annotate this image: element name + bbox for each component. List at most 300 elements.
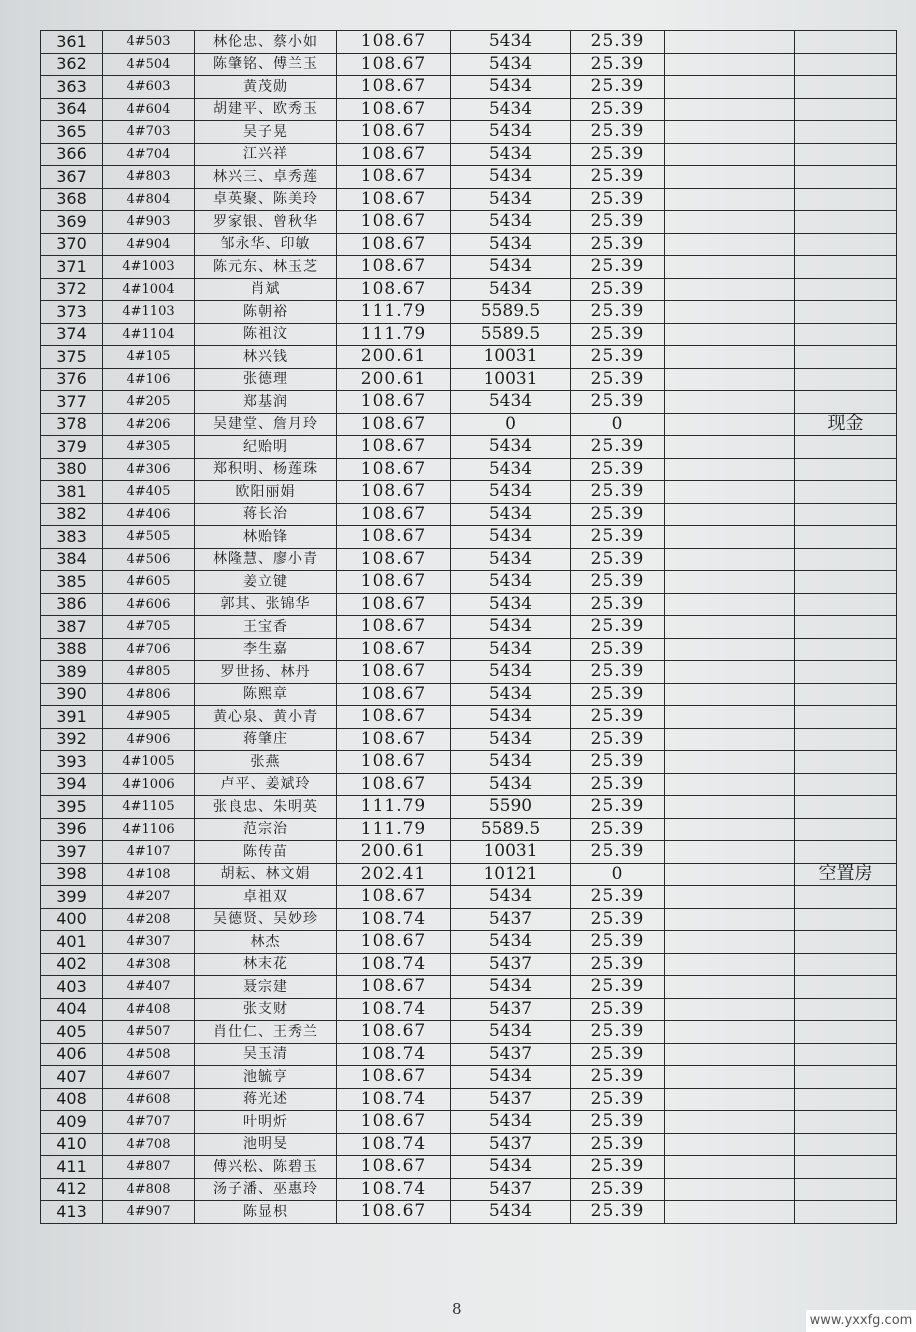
rate-cell: 25.39 xyxy=(571,323,665,346)
unit-number-cell: 4#206 xyxy=(103,413,195,436)
unit-number-cell: 4#807 xyxy=(103,1156,195,1179)
owner-name-cell: 林隆慧、廖小青 xyxy=(195,548,337,571)
remark-cell xyxy=(795,1021,897,1044)
blank-cell xyxy=(665,571,795,594)
remark-cell xyxy=(795,1178,897,1201)
area-cell: 108.67 xyxy=(337,256,451,279)
blank-cell xyxy=(665,886,795,909)
amount-cell: 10121 xyxy=(451,863,571,886)
blank-cell xyxy=(665,98,795,121)
remark-cell xyxy=(795,1156,897,1179)
unit-number-cell: 4#305 xyxy=(103,436,195,459)
owner-name-cell: 陈显枳 xyxy=(195,1201,337,1224)
row-number-cell: 413 xyxy=(41,1201,103,1224)
amount-cell: 5437 xyxy=(451,908,571,931)
unit-number-cell: 4#1103 xyxy=(103,301,195,324)
unit-number-cell: 4#603 xyxy=(103,76,195,99)
blank-cell xyxy=(665,796,795,819)
amount-cell: 5434 xyxy=(451,661,571,684)
table-row xyxy=(41,998,897,1021)
amount-cell: 5434 xyxy=(451,571,571,594)
blank-cell xyxy=(665,931,795,954)
unit-number-cell: 4#605 xyxy=(103,571,195,594)
rate-cell: 25.39 xyxy=(571,1201,665,1224)
remark-cell xyxy=(795,481,897,504)
table-row xyxy=(41,683,897,706)
remark-cell xyxy=(795,301,897,324)
blank-cell xyxy=(665,616,795,639)
area-cell: 108.67 xyxy=(337,638,451,661)
amount-cell: 5434 xyxy=(451,593,571,616)
row-number-cell: 382 xyxy=(41,503,103,526)
unit-number-cell: 4#205 xyxy=(103,391,195,414)
remark-cell xyxy=(795,976,897,999)
unit-number-cell: 4#904 xyxy=(103,233,195,256)
remark-cell xyxy=(795,211,897,234)
table-row xyxy=(41,976,897,999)
remark-cell xyxy=(795,1201,897,1224)
rate-cell: 25.39 xyxy=(571,728,665,751)
table-row xyxy=(41,256,897,279)
area-cell: 108.67 xyxy=(337,278,451,301)
amount-cell: 5434 xyxy=(451,76,571,99)
blank-cell xyxy=(665,863,795,886)
table-row xyxy=(41,1066,897,1089)
table-row xyxy=(41,166,897,189)
blank-cell xyxy=(665,1201,795,1224)
unit-number-cell: 4#407 xyxy=(103,976,195,999)
table-row xyxy=(41,458,897,481)
owner-name-cell: 纪贻明 xyxy=(195,436,337,459)
rate-cell: 25.39 xyxy=(571,683,665,706)
rate-cell: 25.39 xyxy=(571,1021,665,1044)
rate-cell: 25.39 xyxy=(571,886,665,909)
remark-cell xyxy=(795,1043,897,1066)
owner-name-cell: 蒋长治 xyxy=(195,503,337,526)
unit-number-cell: 4#1003 xyxy=(103,256,195,279)
blank-cell xyxy=(665,368,795,391)
owner-name-cell: 林贻锋 xyxy=(195,526,337,549)
amount-cell: 5434 xyxy=(451,683,571,706)
area-cell: 108.67 xyxy=(337,548,451,571)
blank-cell xyxy=(665,256,795,279)
blank-cell xyxy=(665,53,795,76)
area-cell: 108.67 xyxy=(337,773,451,796)
area-cell: 108.67 xyxy=(337,166,451,189)
area-cell: 108.67 xyxy=(337,1156,451,1179)
rate-cell: 25.39 xyxy=(571,233,665,256)
table-row xyxy=(41,481,897,504)
table-row xyxy=(41,121,897,144)
owner-name-cell: 蒋光述 xyxy=(195,1088,337,1111)
area-cell: 108.67 xyxy=(337,683,451,706)
owner-name-cell: 傅兴松、陈碧玉 xyxy=(195,1156,337,1179)
amount-cell: 0 xyxy=(451,413,571,436)
row-number-cell: 411 xyxy=(41,1156,103,1179)
area-cell: 108.67 xyxy=(337,976,451,999)
area-cell: 108.67 xyxy=(337,98,451,121)
table-row xyxy=(41,571,897,594)
amount-cell: 5434 xyxy=(451,53,571,76)
row-number-cell: 401 xyxy=(41,931,103,954)
remark-cell xyxy=(795,1088,897,1111)
owner-name-cell: 李生嘉 xyxy=(195,638,337,661)
unit-number-cell: 4#903 xyxy=(103,211,195,234)
rate-cell: 0 xyxy=(571,863,665,886)
blank-cell xyxy=(665,998,795,1021)
rate-cell: 25.39 xyxy=(571,1088,665,1111)
table-row xyxy=(41,53,897,76)
unit-number-cell: 4#207 xyxy=(103,886,195,909)
row-number-cell: 364 xyxy=(41,98,103,121)
ledger-body xyxy=(41,31,897,1224)
unit-number-cell: 4#504 xyxy=(103,53,195,76)
row-number-cell: 405 xyxy=(41,1021,103,1044)
row-number-cell: 378 xyxy=(41,413,103,436)
amount-cell: 5437 xyxy=(451,953,571,976)
owner-name-cell: 林兴三、卓秀莲 xyxy=(195,166,337,189)
table-row xyxy=(41,728,897,751)
remark-cell xyxy=(795,1133,897,1156)
remark-cell xyxy=(795,773,897,796)
row-number-cell: 380 xyxy=(41,458,103,481)
owner-name-cell: 姜立键 xyxy=(195,571,337,594)
table-row xyxy=(41,548,897,571)
unit-number-cell: 4#406 xyxy=(103,503,195,526)
table-row xyxy=(41,863,897,886)
area-cell: 108.67 xyxy=(337,188,451,211)
blank-cell xyxy=(665,211,795,234)
unit-number-cell: 4#108 xyxy=(103,863,195,886)
row-number-cell: 375 xyxy=(41,346,103,369)
blank-cell xyxy=(665,391,795,414)
area-cell: 111.79 xyxy=(337,323,451,346)
amount-cell: 5434 xyxy=(451,1201,571,1224)
remark-cell xyxy=(795,458,897,481)
blank-cell xyxy=(665,413,795,436)
unit-number-cell: 4#1105 xyxy=(103,796,195,819)
owner-name-cell: 黄心泉、黄小青 xyxy=(195,706,337,729)
unit-number-cell: 4#105 xyxy=(103,346,195,369)
table-row xyxy=(41,391,897,414)
area-cell: 108.67 xyxy=(337,661,451,684)
blank-cell xyxy=(665,1133,795,1156)
owner-name-cell: 吴建堂、詹月玲 xyxy=(195,413,337,436)
owner-name-cell: 卓英聚、陈美玲 xyxy=(195,188,337,211)
row-number-cell: 372 xyxy=(41,278,103,301)
area-cell: 108.67 xyxy=(337,413,451,436)
owner-name-cell: 林兴钱 xyxy=(195,346,337,369)
owner-name-cell: 池毓亨 xyxy=(195,1066,337,1089)
area-cell: 108.74 xyxy=(337,1178,451,1201)
unit-number-cell: 4#806 xyxy=(103,683,195,706)
rate-cell: 25.39 xyxy=(571,436,665,459)
amount-cell: 5434 xyxy=(451,548,571,571)
row-number-cell: 409 xyxy=(41,1111,103,1134)
remark-cell xyxy=(795,593,897,616)
remark-cell xyxy=(795,1066,897,1089)
owner-name-cell: 邹永华、印敏 xyxy=(195,233,337,256)
remark-cell xyxy=(795,53,897,76)
rate-cell: 25.39 xyxy=(571,256,665,279)
table-row xyxy=(41,818,897,841)
amount-cell: 5434 xyxy=(451,706,571,729)
table-row xyxy=(41,1178,897,1201)
remark-cell xyxy=(795,728,897,751)
unit-number-cell: 4#1104 xyxy=(103,323,195,346)
amount-cell: 5434 xyxy=(451,976,571,999)
amount-cell: 5434 xyxy=(451,166,571,189)
area-cell: 202.41 xyxy=(337,863,451,886)
owner-name-cell: 汤子潘、巫惠玲 xyxy=(195,1178,337,1201)
area-cell: 108.67 xyxy=(337,436,451,459)
remark-cell xyxy=(795,31,897,54)
amount-cell: 5434 xyxy=(451,638,571,661)
table-row xyxy=(41,1111,897,1134)
rate-cell: 25.39 xyxy=(571,53,665,76)
amount-cell: 5434 xyxy=(451,728,571,751)
rate-cell: 25.39 xyxy=(571,458,665,481)
blank-cell xyxy=(665,278,795,301)
rate-cell: 25.39 xyxy=(571,616,665,639)
blank-cell xyxy=(665,976,795,999)
area-cell: 108.74 xyxy=(337,998,451,1021)
area-cell: 108.67 xyxy=(337,593,451,616)
owner-name-cell: 吴玉清 xyxy=(195,1043,337,1066)
owner-name-cell: 卢平、姜斌玲 xyxy=(195,773,337,796)
owner-name-cell: 陈祖汶 xyxy=(195,323,337,346)
row-number-cell: 407 xyxy=(41,1066,103,1089)
area-cell: 108.74 xyxy=(337,1088,451,1111)
owner-name-cell: 卓祖双 xyxy=(195,886,337,909)
unit-number-cell: 4#408 xyxy=(103,998,195,1021)
owner-name-cell: 陈传苗 xyxy=(195,841,337,864)
amount-cell: 10031 xyxy=(451,368,571,391)
owner-name-cell: 聂宗建 xyxy=(195,976,337,999)
blank-cell xyxy=(665,526,795,549)
ledger-table xyxy=(40,30,897,1224)
table-row xyxy=(41,931,897,954)
remark-cell: 空置房 xyxy=(795,863,897,886)
area-cell: 108.67 xyxy=(337,1021,451,1044)
area-cell: 108.67 xyxy=(337,503,451,526)
blank-cell xyxy=(665,436,795,459)
amount-cell: 5434 xyxy=(451,458,571,481)
rate-cell: 25.39 xyxy=(571,841,665,864)
remark-cell xyxy=(795,278,897,301)
table-row xyxy=(41,1043,897,1066)
page-number: 8 xyxy=(452,1300,462,1318)
row-number-cell: 381 xyxy=(41,481,103,504)
table-row xyxy=(41,773,897,796)
table-row xyxy=(41,1088,897,1111)
rate-cell: 25.39 xyxy=(571,706,665,729)
blank-cell xyxy=(665,346,795,369)
amount-cell: 5434 xyxy=(451,188,571,211)
row-number-cell: 384 xyxy=(41,548,103,571)
table-row xyxy=(41,593,897,616)
remark-cell xyxy=(795,1111,897,1134)
rate-cell: 25.39 xyxy=(571,638,665,661)
table-row xyxy=(41,638,897,661)
table-row xyxy=(41,1156,897,1179)
table-row xyxy=(41,503,897,526)
row-number-cell: 363 xyxy=(41,76,103,99)
area-cell: 108.67 xyxy=(337,706,451,729)
area-cell: 108.67 xyxy=(337,481,451,504)
rate-cell: 25.39 xyxy=(571,998,665,1021)
row-number-cell: 400 xyxy=(41,908,103,931)
table-row xyxy=(41,413,897,436)
blank-cell xyxy=(665,1021,795,1044)
row-number-cell: 399 xyxy=(41,886,103,909)
owner-name-cell: 林末花 xyxy=(195,953,337,976)
owner-name-cell: 陈熙章 xyxy=(195,683,337,706)
table-row xyxy=(41,953,897,976)
rate-cell: 25.39 xyxy=(571,1156,665,1179)
unit-number-cell: 4#606 xyxy=(103,593,195,616)
owner-name-cell: 郑基润 xyxy=(195,391,337,414)
unit-number-cell: 4#505 xyxy=(103,526,195,549)
amount-cell: 5434 xyxy=(451,98,571,121)
unit-number-cell: 4#107 xyxy=(103,841,195,864)
table-row xyxy=(41,1021,897,1044)
unit-number-cell: 4#703 xyxy=(103,121,195,144)
blank-cell xyxy=(665,1111,795,1134)
unit-number-cell: 4#1006 xyxy=(103,773,195,796)
amount-cell: 5434 xyxy=(451,481,571,504)
rate-cell: 25.39 xyxy=(571,751,665,774)
amount-cell: 5437 xyxy=(451,1088,571,1111)
unit-number-cell: 4#306 xyxy=(103,458,195,481)
row-number-cell: 406 xyxy=(41,1043,103,1066)
owner-name-cell: 王宝香 xyxy=(195,616,337,639)
row-number-cell: 410 xyxy=(41,1133,103,1156)
rate-cell: 25.39 xyxy=(571,166,665,189)
area-cell: 108.67 xyxy=(337,391,451,414)
unit-number-cell: 4#307 xyxy=(103,931,195,954)
remark-cell xyxy=(795,908,897,931)
owner-name-cell: 郭其、张锦华 xyxy=(195,593,337,616)
owner-name-cell: 陈朝裕 xyxy=(195,301,337,324)
area-cell: 200.61 xyxy=(337,841,451,864)
amount-cell: 5434 xyxy=(451,503,571,526)
rate-cell: 25.39 xyxy=(571,526,665,549)
owner-name-cell: 陈肇铭、傅兰玉 xyxy=(195,53,337,76)
rate-cell: 25.39 xyxy=(571,1133,665,1156)
remark-cell xyxy=(795,346,897,369)
area-cell: 200.61 xyxy=(337,368,451,391)
unit-number-cell: 4#706 xyxy=(103,638,195,661)
amount-cell: 5437 xyxy=(451,1133,571,1156)
amount-cell: 5589.5 xyxy=(451,818,571,841)
rate-cell: 25.39 xyxy=(571,976,665,999)
remark-cell xyxy=(795,571,897,594)
row-number-cell: 394 xyxy=(41,773,103,796)
blank-cell xyxy=(665,908,795,931)
area-cell: 108.67 xyxy=(337,143,451,166)
row-number-cell: 374 xyxy=(41,323,103,346)
rate-cell: 25.39 xyxy=(571,391,665,414)
unit-number-cell: 4#508 xyxy=(103,1043,195,1066)
amount-cell: 5589.5 xyxy=(451,301,571,324)
amount-cell: 5434 xyxy=(451,211,571,234)
remark-cell xyxy=(795,256,897,279)
amount-cell: 5434 xyxy=(451,143,571,166)
owner-name-cell: 吴德贤、吴妙珍 xyxy=(195,908,337,931)
amount-cell: 5437 xyxy=(451,1043,571,1066)
area-cell: 108.67 xyxy=(337,76,451,99)
row-number-cell: 398 xyxy=(41,863,103,886)
rate-cell: 25.39 xyxy=(571,773,665,796)
rate-cell: 25.39 xyxy=(571,548,665,571)
area-cell: 108.67 xyxy=(337,53,451,76)
row-number-cell: 388 xyxy=(41,638,103,661)
owner-name-cell: 郑积明、杨莲珠 xyxy=(195,458,337,481)
remark-cell xyxy=(795,683,897,706)
rate-cell: 25.39 xyxy=(571,1111,665,1134)
rate-cell: 25.39 xyxy=(571,503,665,526)
table-row xyxy=(41,211,897,234)
owner-name-cell: 张德理 xyxy=(195,368,337,391)
remark-cell xyxy=(795,233,897,256)
unit-number-cell: 4#906 xyxy=(103,728,195,751)
remark-cell xyxy=(795,548,897,571)
remark-cell xyxy=(795,121,897,144)
remark-cell: 现金 xyxy=(795,413,897,436)
amount-cell: 5434 xyxy=(451,1156,571,1179)
owner-name-cell: 张支财 xyxy=(195,998,337,1021)
row-number-cell: 402 xyxy=(41,953,103,976)
row-number-cell: 391 xyxy=(41,706,103,729)
rate-cell: 25.39 xyxy=(571,1066,665,1089)
remark-cell xyxy=(795,998,897,1021)
area-cell: 111.79 xyxy=(337,818,451,841)
table-row xyxy=(41,278,897,301)
owner-name-cell: 范宗治 xyxy=(195,818,337,841)
rate-cell: 0 xyxy=(571,413,665,436)
remark-cell xyxy=(795,526,897,549)
amount-cell: 5434 xyxy=(451,436,571,459)
owner-name-cell: 林杰 xyxy=(195,931,337,954)
rate-cell: 25.39 xyxy=(571,346,665,369)
row-number-cell: 369 xyxy=(41,211,103,234)
unit-number-cell: 4#808 xyxy=(103,1178,195,1201)
remark-cell xyxy=(795,188,897,211)
owner-name-cell: 张燕 xyxy=(195,751,337,774)
remark-cell xyxy=(795,818,897,841)
watermark: www.yxxfg.com xyxy=(806,1310,916,1332)
amount-cell: 5437 xyxy=(451,1178,571,1201)
unit-number-cell: 4#907 xyxy=(103,1201,195,1224)
area-cell: 108.67 xyxy=(337,31,451,54)
row-number-cell: 393 xyxy=(41,751,103,774)
unit-number-cell: 4#905 xyxy=(103,706,195,729)
remark-cell xyxy=(795,751,897,774)
area-cell: 108.67 xyxy=(337,728,451,751)
rate-cell: 25.39 xyxy=(571,818,665,841)
unit-number-cell: 4#507 xyxy=(103,1021,195,1044)
blank-cell xyxy=(665,773,795,796)
owner-name-cell: 叶明炘 xyxy=(195,1111,337,1134)
rate-cell: 25.39 xyxy=(571,908,665,931)
blank-cell xyxy=(665,76,795,99)
row-number-cell: 383 xyxy=(41,526,103,549)
amount-cell: 5434 xyxy=(451,886,571,909)
table-row xyxy=(41,346,897,369)
amount-cell: 10031 xyxy=(451,346,571,369)
rate-cell: 25.39 xyxy=(571,931,665,954)
